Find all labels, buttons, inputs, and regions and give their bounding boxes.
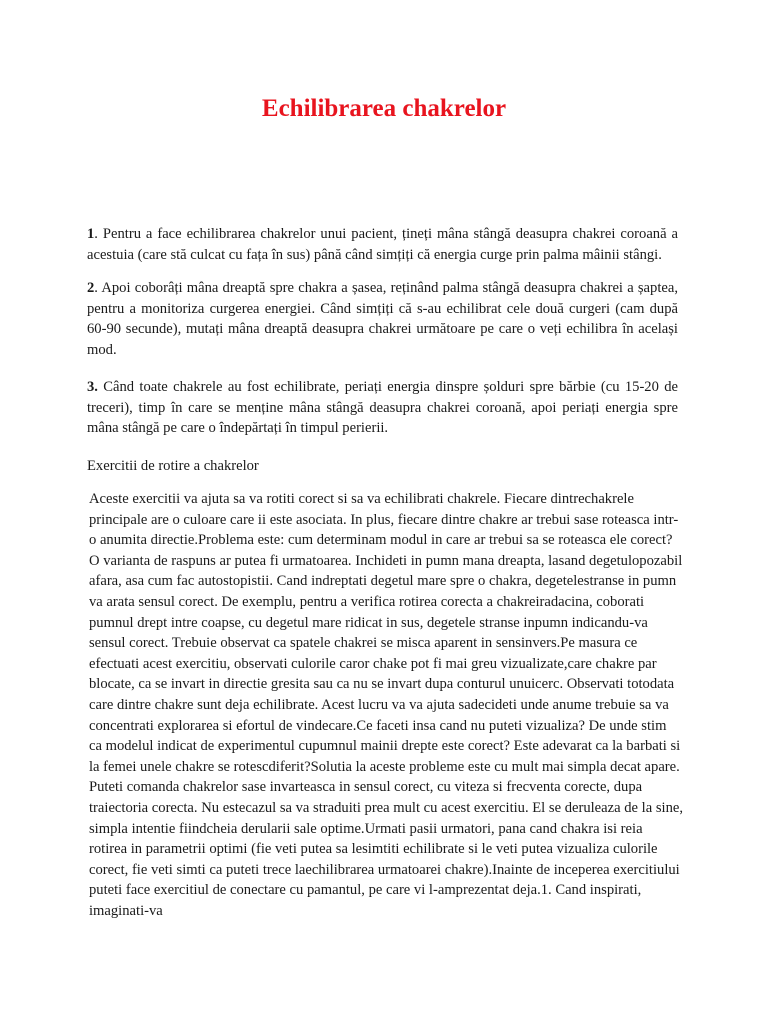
paragraph-step-3: [87, 377, 678, 439]
step-number: 2: [87, 280, 95, 296]
section-body-text: Aceste exercitii va ajuta sa va rotiti corect si sa va echilibrati chakrele. Fiecare dintrechakrele principale are o culoare care ii este asociata. In plus, fiecare dintre chakre ar trebui sase roteasca intr-o anumita directie.Problema este: cum determinam modul in care ar trebui sa se roteasca ele corect?O varianta de raspuns ar putea fi urmatoarea. Inchideti in pumn mana dreapta, lasand degetulopozabil afara, asa cum fac autostopistii. Cand indreptati degetul mare spre o chakra, degetelestranse in pumn va arata sensul corect. De exemplu, pentru a verifica rotirea corecta a chakreiradacina, coborati pumnul drept intre coapse, cu degetul mare ridicat in sus, degetele stranse inpumn indicandu-va sensul corect. Trebuie observat ca spatele chakrei se misca aparent in sensinvers.Pe masura ce efectuati acest exercitiu, observati culorile caror chake pot fi mai greu vizualizate,care chakre par blocate, ca se invart in directie gresita sau ca nu se invart dupa conturul unuicerc. Observati totodata care dintre chakre sunt deja echilibrate. Acest lucru va va ajuta sadecideti unde anume trebuie sa va concentrati explorarea si efortul de vindecare.Ce faceti insa cand nu puteti vizualiza? De unde stim ca modelul indicat de experimentul cupumnul mainii drepte este corect? Este adevarat ca la barbati si la femei unele chakre se rotescdiferit?Solutia la aceste probleme este cu mult mai simpla decat apare. Puteti comanda chakrelor sase invarteasca in sensul corect, cu viteza si frecventa corecte, dupa traiectoria corecta. Nu estecazul sa va straduiti prea mult cu acest exercitiu. El se deruleaza de la sine, simpla intentie fiindcheia derularii sale optime.Urmati pasii urmatori, pana cand chakra isi reia rotirea in parametrii optimi (fie veti putea sa lesimtiti echilibrate si le veti putea vizualiza culorile corect, fie veti simti ca puteti trece laechilibrarea urmatoarei chakre).Inainte de inceperea exercitiului puteti face exercitiul de conectare cu pamantul, pe care vi l-amprezentat deja.1. Cand inspirati, imaginati-va: [89, 491, 683, 919]
step-text: . Pentru a face echilibrarea chakrelor unui pacient, țineți mâna stângă deasupra chakrei coroană a acestuia (care stă culcat cu fața în sus) până când simțiți că energia curge prin palma mâinii stângi.: [87, 226, 678, 263]
paragraph-step-1: [87, 224, 678, 265]
step-text: . Apoi coborâți mâna dreaptă spre chakra a șasea, reținând palma stângă deasupra chakrei a șaptea, pentru a monitoriza curgerea energiei. Când simțiți că s-au echilibrat cele două curgeri (cam după 60-90 secunde), mutați mâna dreaptă deasupra chakrei următoare pe care o veți echilibra în același mod.: [87, 280, 678, 358]
paragraph-step-2: [87, 278, 678, 360]
step-number: 3.: [87, 379, 98, 395]
section-heading: Exercitii de rotire a chakrelor: [87, 458, 259, 474]
step-number: 1: [87, 226, 95, 242]
page-title: Echilibrarea chakrelor: [261, 95, 507, 122]
step-text: Când toate chakrele au fost echilibrate, periați energia dinspre șolduri spre bărbie (cu 15-20 de treceri), timp în care se menține mâna stângă deasupra chakrei coroană, apoi periați energia spre mâna stângă pe care o îndepărtați în timpul perierii.: [87, 379, 678, 436]
